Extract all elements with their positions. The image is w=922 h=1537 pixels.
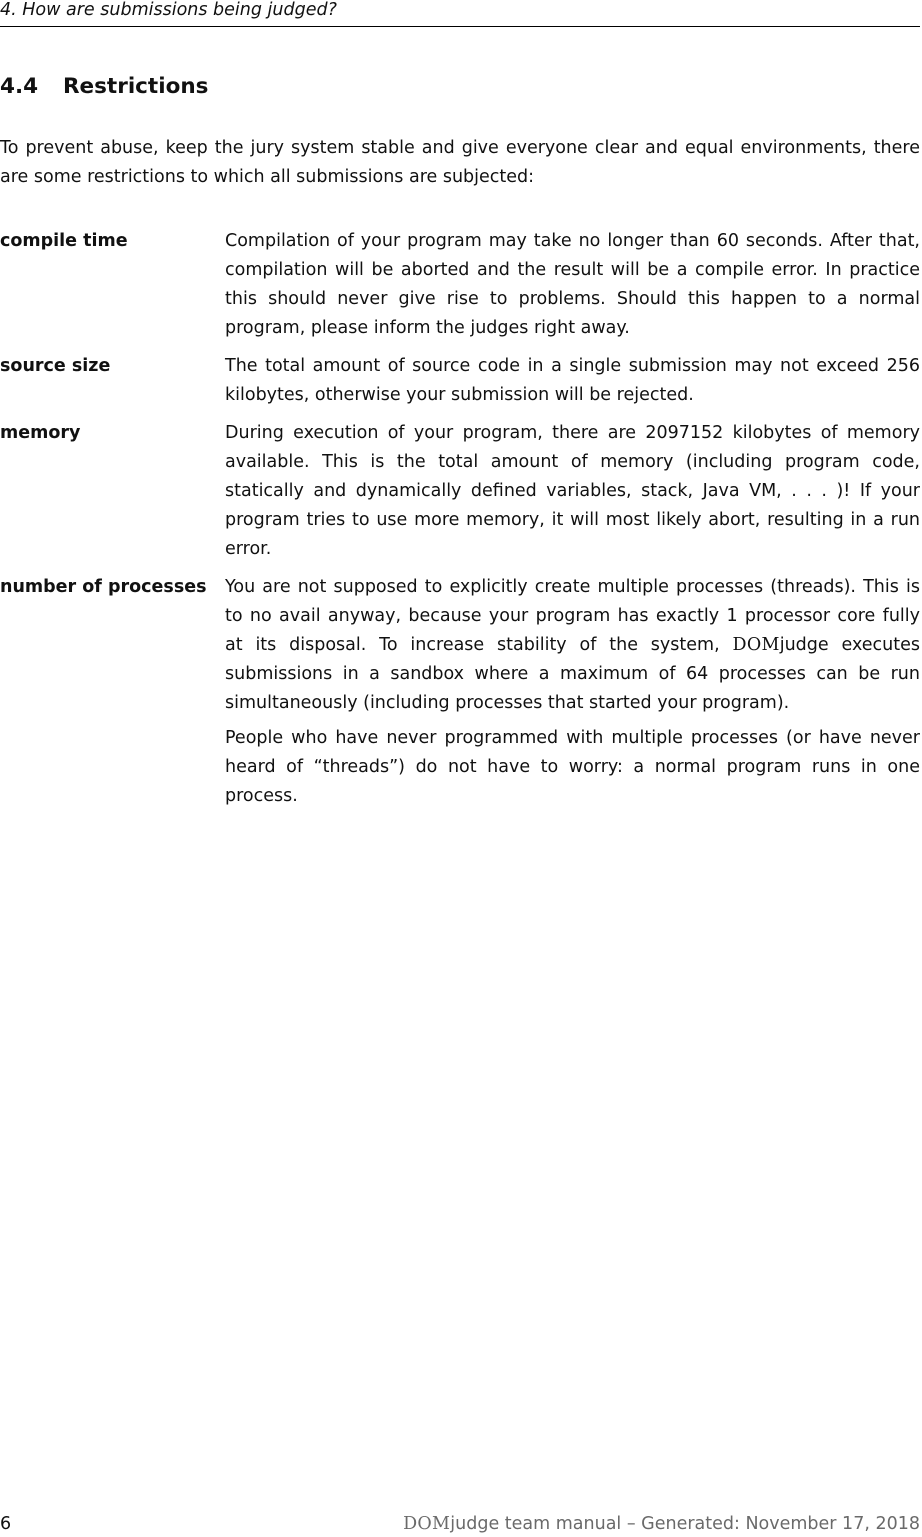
restriction-compile-time: [0, 227, 920, 343]
description-paragraph: People who have never programmed with multiple processes (or have never heard of “threads”) do not have to worry: a normal program runs in one process.: [225, 728, 920, 806]
section-heading: [0, 72, 208, 102]
domjudge-brand: DOM: [732, 635, 780, 655]
section-title: Restrictions: [63, 74, 209, 99]
restriction-description: [225, 227, 920, 343]
restriction-memory: [0, 419, 920, 564]
restriction-description: [225, 419, 920, 564]
restriction-term: source size: [0, 356, 111, 376]
running-header: [0, 0, 920, 27]
text-before-brand: You are not supposed to explicitly create multiple processes (threads). This is to no avail anyway, because your program has exactly 1 processor core fully at its disposal. To increase stability of the system,: [225, 577, 920, 655]
running-header-title: 4. How are submissions being judged?: [0, 0, 337, 20]
brand-suffix: judge: [779, 635, 829, 655]
restriction-term: memory: [0, 423, 81, 443]
restriction-term: number of processes: [0, 577, 207, 597]
footer-brand: DOM: [403, 1514, 451, 1534]
restrictions-list: [0, 227, 920, 820]
description-paragraph: The total amount of source code in a single submission may not exceed 256 kilobytes, otherwise your submission will be rejected.: [225, 356, 920, 405]
description-paragraph: [225, 573, 920, 718]
restriction-description: [225, 352, 920, 410]
intro-paragraph: To prevent abuse, keep the jury system stable and give everyone clear and equal environments, there are some restrictions to which all submissions are subjected:: [0, 138, 920, 187]
restriction-term: compile time: [0, 231, 128, 251]
restriction-description: [225, 573, 920, 811]
text-after-brand: executes submissions in a sandbox where a maximum of 64 processes can be run simultaneously (including processes that started your program).: [225, 635, 920, 713]
description-paragraph: During execution of your program, there are 2097152 kilobytes of memory available. This is the total amount of memory (including program code, statically and dynamically defined variables, stack, Java VM, . . . )! If your program tries to use more memory, it will most likely abort, resulting in a run error.: [225, 423, 920, 559]
section-number: 4.4: [0, 74, 39, 99]
page-number: 6: [0, 1514, 12, 1534]
description-paragraph: Compilation of your program may take no longer than 60 seconds. After that, compilation will be aborted and the result will be a compile error. In practice this should never give rise to problems. Should this happen to a normal program, please inform the judges right away.: [225, 231, 920, 338]
footer-text: [403, 1513, 920, 1535]
restriction-source-size: [0, 352, 920, 410]
restriction-number-of-processes: [0, 573, 920, 811]
footer-caption: judge team manual – Generated: November 17, 2018: [450, 1514, 920, 1534]
